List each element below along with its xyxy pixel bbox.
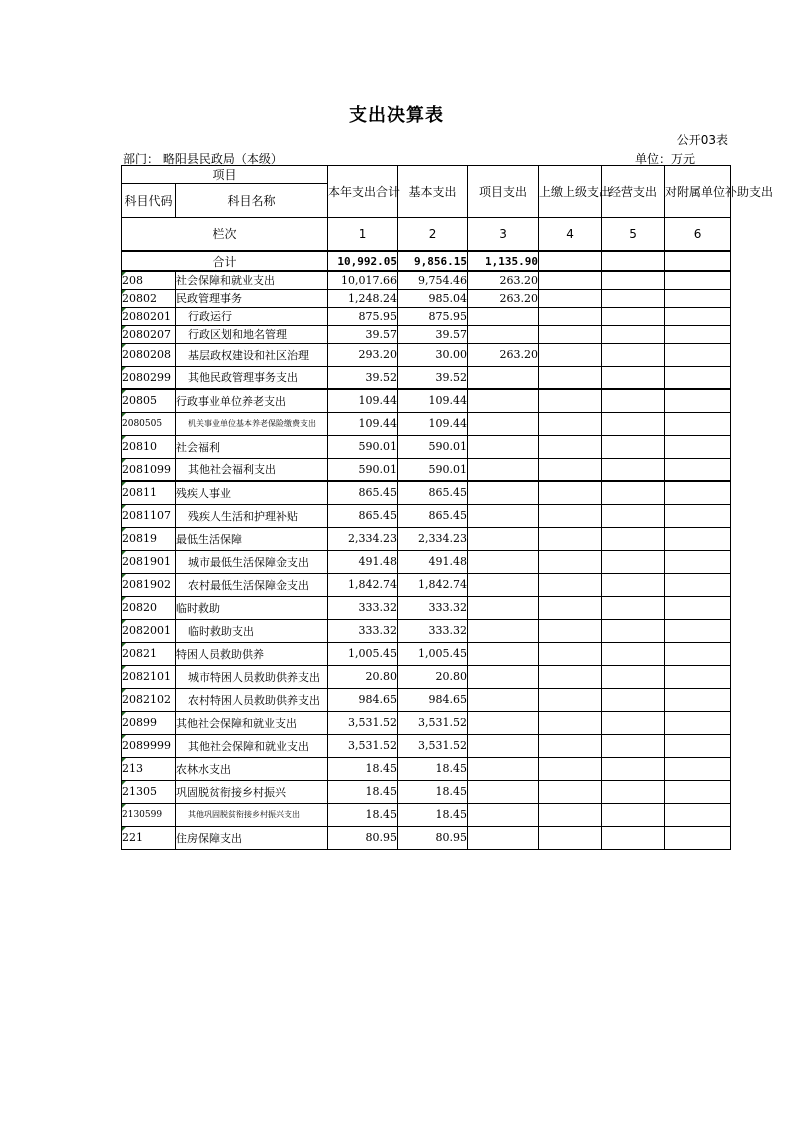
row-name: 城市最低生活保障金支出 (176, 550, 328, 573)
row-name: 民政管理事务 (176, 289, 328, 307)
row-upper (539, 642, 602, 665)
row-subsidy (665, 307, 731, 325)
row-project (468, 307, 539, 325)
row-project (468, 688, 539, 711)
row-code: 2081901 (122, 550, 176, 573)
row-name: 住房保障支出 (176, 826, 328, 849)
row-code: 2080299 (122, 366, 176, 389)
row-basic: 3,531.52 (398, 711, 468, 734)
row-project (468, 596, 539, 619)
row-project (468, 803, 539, 826)
row-upper (539, 325, 602, 343)
row-name: 残疾人生活和护理补贴 (176, 504, 328, 527)
header-project: 项目 (122, 166, 328, 184)
header-project-exp: 项目支出 (468, 166, 539, 218)
row-name: 城市特困人员救助供养支出 (176, 665, 328, 688)
row-operating (602, 803, 665, 826)
table-row (122, 757, 731, 780)
row-total: 491.48 (328, 550, 398, 573)
row-subsidy (665, 504, 731, 527)
row-code: 2081107 (122, 504, 176, 527)
row-total: 39.52 (328, 366, 398, 389)
row-subsidy (665, 366, 731, 389)
col-number-6: 6 (665, 218, 731, 252)
table-row (122, 734, 731, 757)
row-total: 1,248.24 (328, 289, 398, 307)
row-project (468, 780, 539, 803)
row-basic: 9,754.46 (398, 271, 468, 289)
row-upper (539, 412, 602, 435)
row-code: 2089999 (122, 734, 176, 757)
table-row (122, 289, 731, 307)
row-name: 最低生活保障 (176, 527, 328, 550)
row-upper (539, 596, 602, 619)
row-total: 2,334.23 (328, 527, 398, 550)
table-row (122, 711, 731, 734)
row-operating (602, 642, 665, 665)
row-code: 20820 (122, 596, 176, 619)
row-operating (602, 757, 665, 780)
row-total: 865.45 (328, 481, 398, 504)
row-name: 农林水支出 (176, 757, 328, 780)
row-total: 39.57 (328, 325, 398, 343)
row-operating (602, 780, 665, 803)
row-basic: 20.80 (398, 665, 468, 688)
row-total: 20.80 (328, 665, 398, 688)
row-operating (602, 573, 665, 596)
table-row (122, 271, 731, 289)
row-subsidy (665, 343, 731, 366)
row-total: 18.45 (328, 803, 398, 826)
row-subsidy (665, 435, 731, 458)
row-project (468, 619, 539, 642)
table-row (122, 780, 731, 803)
table-row (122, 325, 731, 343)
row-total: 3,531.52 (328, 711, 398, 734)
row-subsidy (665, 389, 731, 412)
row-project (468, 366, 539, 389)
row-project (468, 504, 539, 527)
row-upper (539, 573, 602, 596)
row-name: 其他社会保障和就业支出 (176, 734, 328, 757)
table-row (122, 504, 731, 527)
row-subsidy (665, 642, 731, 665)
row-operating (602, 550, 665, 573)
row-name: 农村最低生活保障金支出 (176, 573, 328, 596)
row-operating (602, 435, 665, 458)
row-subsidy (665, 826, 731, 849)
row-total: 18.45 (328, 780, 398, 803)
total-subsidy (665, 251, 731, 271)
row-basic: 39.57 (398, 325, 468, 343)
row-operating (602, 271, 665, 289)
table-row (122, 803, 731, 826)
row-code: 2082101 (122, 665, 176, 688)
row-code: 2081902 (122, 573, 176, 596)
row-subsidy (665, 412, 731, 435)
row-name: 其他巩固脱贫衔接乡村振兴支出 (176, 803, 328, 826)
row-operating (602, 596, 665, 619)
row-basic: 18.45 (398, 803, 468, 826)
row-code: 2080208 (122, 343, 176, 366)
table-row (122, 366, 731, 389)
table-row (122, 550, 731, 573)
row-total: 18.45 (328, 757, 398, 780)
table-row (122, 435, 731, 458)
row-total: 1,005.45 (328, 642, 398, 665)
row-upper (539, 527, 602, 550)
row-name: 其他民政管理事务支出 (176, 366, 328, 389)
row-basic: 865.45 (398, 504, 468, 527)
report-title: 支出决算表 (349, 105, 444, 126)
total-upper (539, 251, 602, 271)
row-name: 临时救助支出 (176, 619, 328, 642)
row-code: 2130599 (122, 803, 176, 826)
table-row (122, 619, 731, 642)
row-code: 2080201 (122, 307, 176, 325)
row-total: 109.44 (328, 412, 398, 435)
row-upper (539, 307, 602, 325)
row-basic: 18.45 (398, 780, 468, 803)
form-number: 公开03表 (676, 133, 728, 147)
row-name: 社会福利 (176, 435, 328, 458)
table-row (122, 642, 731, 665)
row-basic: 491.48 (398, 550, 468, 573)
row-project (468, 458, 539, 481)
col-number-2: 2 (398, 218, 468, 252)
row-name: 其他社会福利支出 (176, 458, 328, 481)
header-operating: 经营支出 (602, 166, 665, 218)
row-operating (602, 619, 665, 642)
table-row (122, 458, 731, 481)
row-basic: 1,842.74 (398, 573, 468, 596)
row-code: 21305 (122, 780, 176, 803)
row-name: 农村特困人员救助供养支出 (176, 688, 328, 711)
header-name: 科目名称 (176, 184, 328, 218)
row-code: 2080505 (122, 412, 176, 435)
row-code: 221 (122, 826, 176, 849)
row-subsidy (665, 757, 731, 780)
row-basic: 80.95 (398, 826, 468, 849)
row-name: 机关事业单位基本养老保险缴费支出 (176, 412, 328, 435)
row-basic: 2,334.23 (398, 527, 468, 550)
row-operating (602, 458, 665, 481)
row-basic: 1,005.45 (398, 642, 468, 665)
row-project (468, 550, 539, 573)
row-project: 263.20 (468, 343, 539, 366)
row-basic: 590.01 (398, 458, 468, 481)
row-basic: 985.04 (398, 289, 468, 307)
table-row (122, 596, 731, 619)
row-basic: 30.00 (398, 343, 468, 366)
row-code: 2080207 (122, 325, 176, 343)
row-project (468, 435, 539, 458)
row-project (468, 412, 539, 435)
row-basic: 109.44 (398, 389, 468, 412)
row-code: 213 (122, 757, 176, 780)
row-basic: 333.32 (398, 619, 468, 642)
row-subsidy (665, 325, 731, 343)
row-total: 293.20 (328, 343, 398, 366)
row-operating (602, 325, 665, 343)
department-label: 部门： 略阳县民政局（本级） (123, 152, 283, 166)
row-operating (602, 289, 665, 307)
row-code: 2082001 (122, 619, 176, 642)
row-total: 80.95 (328, 826, 398, 849)
row-basic: 3,531.52 (398, 734, 468, 757)
row-name: 社会保障和就业支出 (176, 271, 328, 289)
total-operating (602, 251, 665, 271)
row-total: 984.65 (328, 688, 398, 711)
row-code: 20811 (122, 481, 176, 504)
row-upper (539, 481, 602, 504)
row-basic: 39.52 (398, 366, 468, 389)
row-total: 865.45 (328, 504, 398, 527)
total-value: 10,992.05 (328, 251, 398, 271)
row-upper (539, 550, 602, 573)
row-upper (539, 757, 602, 780)
row-total: 333.32 (328, 619, 398, 642)
row-upper (539, 366, 602, 389)
row-total: 109.44 (328, 389, 398, 412)
table-row (122, 389, 731, 412)
expenditure-table (121, 165, 774, 850)
header-upper: 上缴上级支出 (539, 166, 602, 218)
row-project (468, 481, 539, 504)
row-basic: 109.44 (398, 412, 468, 435)
row-basic: 984.65 (398, 688, 468, 711)
row-project (468, 325, 539, 343)
col-number-5: 5 (602, 218, 665, 252)
row-operating (602, 665, 665, 688)
row-upper (539, 343, 602, 366)
row-total: 3,531.52 (328, 734, 398, 757)
row-upper (539, 780, 602, 803)
row-upper (539, 458, 602, 481)
header-subsidy: 对附属单位补助支出 (665, 166, 731, 218)
row-name: 临时救助 (176, 596, 328, 619)
row-name: 其他社会保障和就业支出 (176, 711, 328, 734)
row-project: 263.20 (468, 271, 539, 289)
row-upper (539, 803, 602, 826)
row-upper (539, 734, 602, 757)
row-operating (602, 366, 665, 389)
row-name: 行政区划和地名管理 (176, 325, 328, 343)
row-subsidy (665, 271, 731, 289)
row-operating (602, 734, 665, 757)
row-operating (602, 688, 665, 711)
row-operating (602, 343, 665, 366)
row-subsidy (665, 688, 731, 711)
row-upper (539, 435, 602, 458)
row-operating (602, 412, 665, 435)
row-code: 20805 (122, 389, 176, 412)
row-upper (539, 504, 602, 527)
header-code: 科目代码 (122, 184, 176, 218)
row-upper (539, 826, 602, 849)
row-project (468, 734, 539, 757)
row-project (468, 573, 539, 596)
row-name: 巩固脱贫衔接乡村振兴 (176, 780, 328, 803)
table-row (122, 826, 731, 849)
row-total: 1,842.74 (328, 573, 398, 596)
row-basic: 875.95 (398, 307, 468, 325)
row-total: 333.32 (328, 596, 398, 619)
row-upper (539, 665, 602, 688)
total-label: 合计 (122, 251, 328, 271)
row-subsidy (665, 550, 731, 573)
table-row (122, 573, 731, 596)
row-code: 20899 (122, 711, 176, 734)
row-project (468, 665, 539, 688)
row-code: 2082102 (122, 688, 176, 711)
row-basic: 590.01 (398, 435, 468, 458)
row-subsidy (665, 289, 731, 307)
table-row (122, 307, 731, 325)
row-code: 20819 (122, 527, 176, 550)
col-number-4: 4 (539, 218, 602, 252)
row-name: 特困人员救助供养 (176, 642, 328, 665)
row-project (468, 389, 539, 412)
row-project (468, 711, 539, 734)
row-code: 208 (122, 271, 176, 289)
row-operating (602, 504, 665, 527)
row-operating (602, 826, 665, 849)
row-upper (539, 711, 602, 734)
row-code: 20802 (122, 289, 176, 307)
header-basic: 基本支出 (398, 166, 468, 218)
total-basic: 9,856.15 (398, 251, 468, 271)
table-row (122, 343, 731, 366)
row-subsidy (665, 619, 731, 642)
row-project: 263.20 (468, 289, 539, 307)
row-subsidy (665, 458, 731, 481)
header-total: 本年支出合计 (328, 166, 398, 218)
row-basic: 18.45 (398, 757, 468, 780)
row-basic: 333.32 (398, 596, 468, 619)
row-subsidy (665, 573, 731, 596)
row-project (468, 642, 539, 665)
table-row (122, 688, 731, 711)
row-name: 基层政权建设和社区治理 (176, 343, 328, 366)
header-lanci: 栏次 (122, 218, 328, 252)
row-name: 行政运行 (176, 307, 328, 325)
row-project (468, 527, 539, 550)
row-project (468, 757, 539, 780)
row-subsidy (665, 803, 731, 826)
row-operating (602, 527, 665, 550)
row-project (468, 826, 539, 849)
col-number-1: 1 (328, 218, 398, 252)
row-upper (539, 688, 602, 711)
row-operating (602, 389, 665, 412)
row-subsidy (665, 481, 731, 504)
row-code: 20821 (122, 642, 176, 665)
row-subsidy (665, 711, 731, 734)
row-subsidy (665, 665, 731, 688)
row-operating (602, 307, 665, 325)
table-row (122, 481, 731, 504)
row-code: 20810 (122, 435, 176, 458)
row-name: 行政事业单位养老支出 (176, 389, 328, 412)
table-row (122, 665, 731, 688)
row-operating (602, 481, 665, 504)
row-subsidy (665, 596, 731, 619)
row-name: 残疾人事业 (176, 481, 328, 504)
row-basic: 865.45 (398, 481, 468, 504)
row-total: 590.01 (328, 435, 398, 458)
row-upper (539, 619, 602, 642)
row-total: 10,017.66 (328, 271, 398, 289)
total-project: 1,135.90 (468, 251, 539, 271)
row-upper (539, 389, 602, 412)
row-total: 590.01 (328, 458, 398, 481)
total-row (122, 251, 731, 271)
row-subsidy (665, 527, 731, 550)
row-total: 875.95 (328, 307, 398, 325)
row-subsidy (665, 780, 731, 803)
row-upper (539, 289, 602, 307)
unit-label: 单位：万元 (634, 152, 695, 166)
row-code: 2081099 (122, 458, 176, 481)
col-number-3: 3 (468, 218, 539, 252)
table-row (122, 412, 731, 435)
row-subsidy (665, 734, 731, 757)
table-row (122, 527, 731, 550)
row-upper (539, 271, 602, 289)
row-operating (602, 711, 665, 734)
